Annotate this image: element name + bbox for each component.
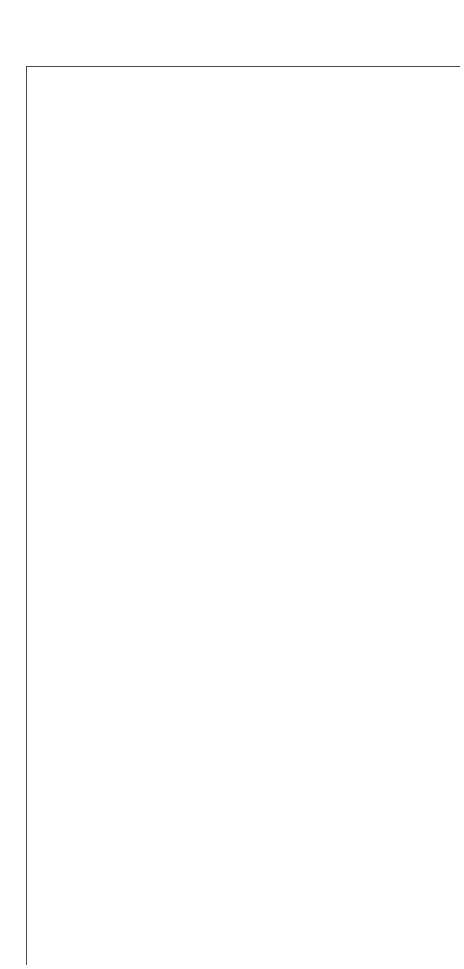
recruitment-table: [26, 66, 460, 965]
